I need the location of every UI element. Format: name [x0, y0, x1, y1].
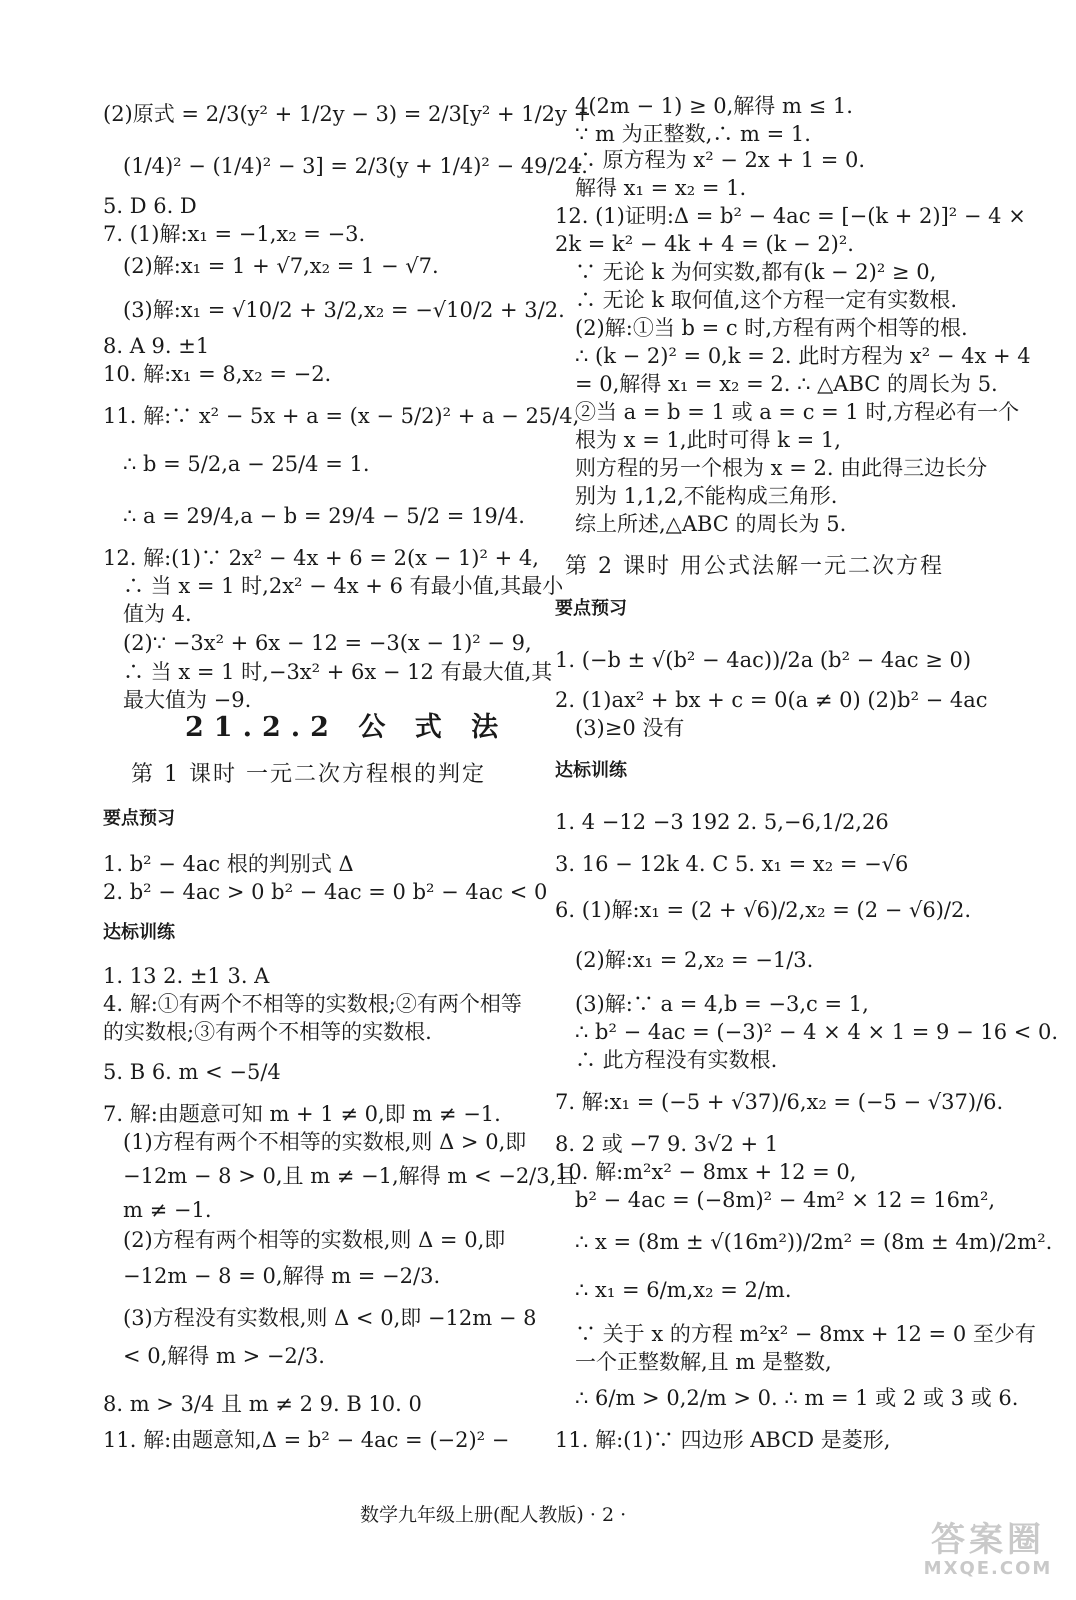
text-line: 3. 16 − 12k 4. C 5. x₁ = x₂ = −√6	[555, 852, 909, 876]
text-line: ∴ b² − 4ac = (−3)² − 4 × 4 × 1 = 9 − 16 < 0.	[575, 1020, 1059, 1044]
lesson-title: 第 1 课时 一元二次方程根的判定	[131, 762, 486, 787]
text-line: 综上所述,△ABC 的周长为 5.	[575, 512, 847, 536]
text-line: 8. m > 3/4 且 m ≠ 2 9. B 10. 0	[103, 1392, 422, 1416]
text-line: ∴ (k − 2)² = 0,k = 2. 此时方程为 x² − 4x + 4	[575, 344, 1031, 368]
text-line: 则方程的另一个根为 x = 2. 由此得三边长分	[575, 456, 988, 480]
subsection-heading: 要点预习	[103, 808, 175, 829]
text-line: 1. 13 2. ±1 3. A	[103, 964, 270, 988]
text-line: 的实数根;③有两个不相等的实数根.	[103, 1020, 432, 1044]
text-line: 4. 解:①有两个不相等的实数根;②有两个相等	[103, 992, 522, 1016]
subsection-heading: 达标训练	[555, 760, 627, 781]
text-line: 最大值为 −9.	[123, 688, 252, 712]
text-line: 6. (1)解:x₁ = (2 + √6)/2,x₂ = (2 − √6)/2.	[555, 898, 972, 922]
watermark-bottom: MXQE.COM	[923, 1558, 1053, 1579]
text-line: −12m − 8 > 0,且 m ≠ −1,解得 m < −2/3,且	[123, 1164, 578, 1188]
text-line: 12. 解:(1)∵ 2x² − 4x + 6 = 2(x − 1)² + 4,	[103, 546, 539, 570]
text-line: 解得 x₁ = x₂ = 1.	[575, 176, 747, 200]
lesson-title: 第 2 课时 用公式法解一元二次方程	[565, 554, 944, 579]
text-line: 1. b² − 4ac 根的判别式 Δ	[103, 852, 354, 876]
text-line: 根为 x = 1,此时可得 k = 1,	[575, 428, 841, 452]
text-line: ②当 a = b = 1 或 a = c = 1 时,方程必有一个	[575, 400, 1020, 424]
text-line: 一个正整数解,且 m 是整数,	[575, 1350, 832, 1374]
text-line: (2)解:①当 b = c 时,方程有两个相等的根.	[575, 316, 968, 340]
text-line: 10. 解:m²x² − 8mx + 12 = 0,	[555, 1160, 857, 1184]
text-line: 11. 解:∵ x² − 5x + a = (x − 5/2)² + a − 25/4,	[103, 404, 580, 428]
text-line: 8. 2 或 −7 9. 3√2 + 1	[555, 1132, 779, 1156]
text-line: < 0,解得 m > −2/3.	[123, 1344, 325, 1368]
text-line: 12. (1)证明:Δ = b² − 4ac = [−(k + 2)]² − 4 ×	[555, 204, 1026, 228]
text-line: (3)解:∵ a = 4,b = −3,c = 1,	[575, 992, 869, 1016]
text-line: 5. B 6. m < −5/4	[103, 1060, 281, 1084]
page-footer: 数学九年级上册(配人教版) · 2 ·	[360, 1504, 627, 1526]
text-line: ∴ 6/m > 0,2/m > 0. ∴ m = 1 或 2 或 3 或 6.	[575, 1386, 1019, 1410]
subsection-heading: 要点预习	[555, 598, 627, 619]
text-line: 5. D 6. D	[103, 194, 197, 218]
text-line: ∴ 此方程没有实数根.	[575, 1048, 778, 1072]
watermark-logo	[918, 1522, 1058, 1586]
text-line: ∴ 原方程为 x² − 2x + 1 = 0.	[575, 148, 866, 172]
text-line: 2. (1)ax² + bx + c = 0(a ≠ 0) (2)b² − 4ac	[555, 688, 988, 712]
text-line: 值为 4.	[123, 602, 192, 626]
text-line: 7. (1)解:x₁ = −1,x₂ = −3.	[103, 222, 366, 246]
text-line: ∵ 关于 x 的方程 m²x² − 8mx + 12 = 0 至少有	[575, 1322, 1036, 1346]
text-line: ∴ 当 x = 1 时,2x² − 4x + 6 有最小值,其最小	[123, 574, 564, 598]
text-line: 7. 解:由题意可知 m + 1 ≠ 0,即 m ≠ −1.	[103, 1102, 501, 1126]
text-line: 4(2m − 1) ≥ 0,解得 m ≤ 1.	[575, 94, 853, 118]
text-line: ∴ 当 x = 1 时,−3x² + 6x − 12 有最大值,其	[123, 660, 553, 684]
text-line: (1)方程有两个不相等的实数根,则 Δ > 0,即	[123, 1130, 527, 1154]
text-line: ∴ 无论 k 取何值,这个方程一定有实数根.	[575, 288, 958, 312]
text-line: ∴ a = 29/4,a − b = 29/4 − 5/2 = 19/4.	[123, 504, 525, 528]
text-line: b² − 4ac = (−8m)² − 4m² × 12 = 16m²,	[575, 1188, 996, 1212]
text-line: 7. 解:x₁ = (−5 + √37)/6,x₂ = (−5 − √37)/6.	[555, 1090, 1004, 1114]
text-line: 别为 1,1,2,不能构成三角形.	[575, 484, 838, 508]
text-line: ∵ 无论 k 为何实数,都有(k − 2)² ≥ 0,	[575, 260, 937, 284]
text-line: −12m − 8 = 0,解得 m = −2/3.	[123, 1264, 441, 1288]
text-line: (3)≥0 没有	[575, 716, 685, 740]
text-line: = 0,解得 x₁ = x₂ = 2. ∴ △ABC 的周长为 5.	[575, 372, 998, 396]
text-line: (2)∵ −3x² + 6x − 12 = −3(x − 1)² − 9,	[123, 631, 532, 655]
text-line: m ≠ −1.	[123, 1198, 212, 1222]
text-line: (2)原式 = 2/3(y² + 1/2y − 3) = 2/3[y² + 1/2y +	[103, 102, 592, 126]
text-line: (2)解:x₁ = 1 + √7,x₂ = 1 − √7.	[123, 254, 439, 278]
text-line: (2)方程有两个相等的实数根,则 Δ = 0,即	[123, 1228, 506, 1252]
text-line: 11. 解:(1)∵ 四边形 ABCD 是菱形,	[555, 1428, 891, 1452]
text-line: ∴ b = 5/2,a − 25/4 = 1.	[123, 452, 370, 476]
text-line: (1/4)² − (1/4)² − 3] = 2/3(y + 1/4)² − 49/24.	[123, 154, 588, 178]
text-line: 2. b² − 4ac > 0 b² − 4ac = 0 b² − 4ac < 0	[103, 880, 548, 904]
text-line: ∵ m 为正整数,∴ m = 1.	[575, 122, 811, 146]
text-line: 10. 解:x₁ = 8,x₂ = −2.	[103, 362, 332, 386]
text-line: 1. (−b ± √(b² − 4ac))/2a (b² − 4ac ≥ 0)	[555, 648, 972, 672]
text-line: 8. A 9. ±1	[103, 334, 210, 358]
text-line: 1. 4 −12 −3 192 2. 5,−6,1/2,26	[555, 810, 889, 834]
text-line: ∴ x = (8m ± √(16m²))/2m² = (8m ± 4m)/2m².	[575, 1230, 1053, 1254]
text-line: 2k = k² − 4k + 4 = (k − 2)².	[555, 232, 854, 256]
section-title: 21.2.2 公 式 法	[185, 712, 509, 743]
subsection-heading: 达标训练	[103, 922, 175, 943]
watermark-top: 答案圈	[931, 1520, 1045, 1560]
text-line: (2)解:x₁ = 2,x₂ = −1/3.	[575, 948, 814, 972]
text-line: (3)方程没有实数根,则 Δ < 0,即 −12m − 8	[123, 1306, 537, 1330]
text-line: 11. 解:由题意知,Δ = b² − 4ac = (−2)² −	[103, 1428, 510, 1452]
text-line: (3)解:x₁ = √10/2 + 3/2,x₂ = −√10/2 + 3/2.	[123, 298, 565, 322]
text-line: ∴ x₁ = 6/m,x₂ = 2/m.	[575, 1278, 792, 1302]
